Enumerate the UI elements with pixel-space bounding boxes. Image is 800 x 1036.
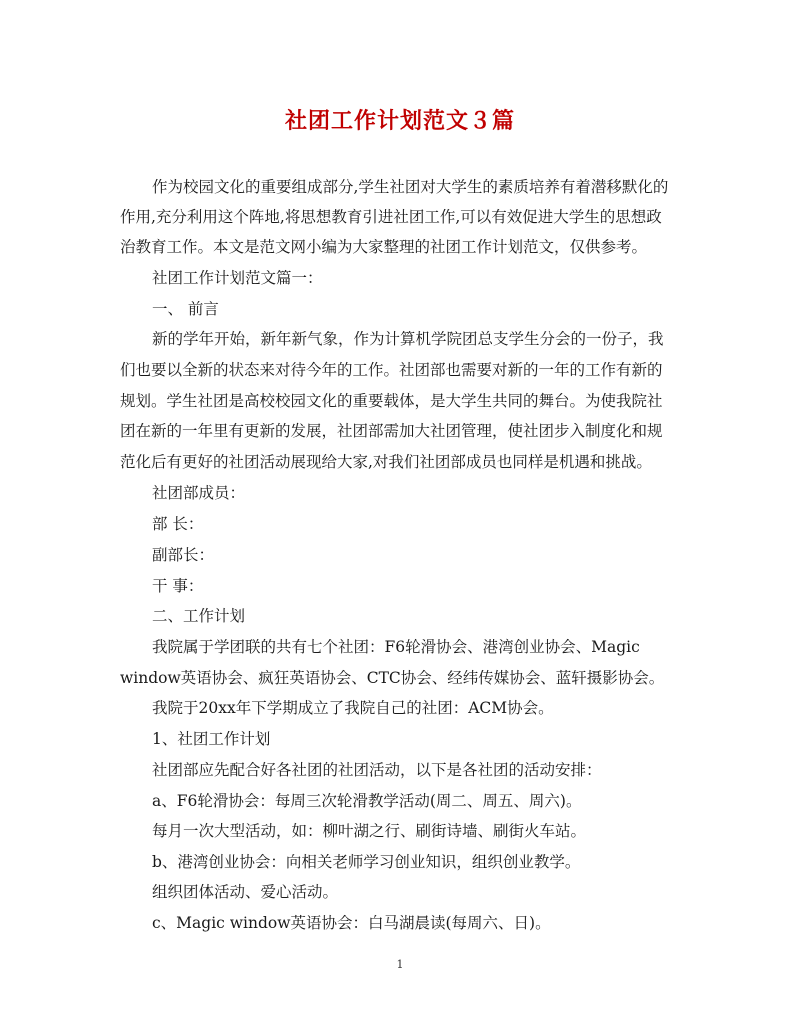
paragraph-line: 作用,充分利用这个阵地,将思想教育引进社团工作,可以有效促进大学生的思想政 [120, 208, 662, 226]
paragraph-line: 们也要以全新的状态来对待今年的工作。社团部也需要对新的一年的工作有新的 [120, 361, 663, 379]
paragraph-line: 作为校园文化的重要组成部分,学生社团对大学生的素质培养有着潜移默化的 [152, 178, 669, 196]
section-heading: 社团工作计划范文篇一： [152, 269, 323, 287]
section-heading: 二、工作计划 [152, 607, 246, 625]
paragraph-line: 治教育工作。本文是范文网小编为大家整理的社团工作计划范文，仅供参考。 [120, 238, 648, 256]
paragraph-line: 新的学年开始，新年新气象，作为计算机学院团总支学生分会的一份子，我 [152, 330, 664, 348]
paragraph-line: b、港湾创业协会：向相关老师学习创业知识，组织创业教学。 [152, 853, 581, 871]
document-title: 社团工作计划范文３篇 [284, 108, 515, 134]
paragraph-line: 我院于20xx年下学期成立了我院自己的社团：ACM协会。 [152, 699, 554, 717]
paragraph-line: 社团部成员： [152, 484, 246, 502]
paragraph-line: a、F6轮滑协会：每周三次轮滑教学活动(周二、周五、周六)。 [152, 792, 582, 810]
paragraph-line: window英语协会、疯狂英语协会、CTC协会、经纬传媒协会、蓝轩摄影协会。 [120, 669, 665, 687]
paragraph-line: 我院属于学团联的共有七个社团：F6轮滑协会、港湾创业协会、Magic [152, 638, 640, 656]
paragraph-line: 组织团体活动、爱心活动。 [152, 883, 339, 901]
paragraph-line: 副部长： [152, 546, 215, 564]
paragraph-line: 团在新的一年里有更新的发展，社团部需加大社团管理，使社团步入制度化和规 [120, 422, 663, 440]
paragraph-line: 部 长： [152, 515, 204, 533]
section-heading: 1、社团工作计划 [152, 730, 271, 748]
paragraph-line: c、Magic window英语协会：白马湖晨读(每周六、日)。 [152, 914, 551, 932]
paragraph-line: 每月一次大型活动，如：柳叶湖之行、刷街诗墙、刷街火车站。 [152, 822, 587, 840]
paragraph-line: 干 事： [152, 577, 204, 595]
page-number: 1 [396, 958, 404, 971]
paragraph-line: 范化后有更好的社团活动展现给大家,对我们社团部成员也同样是机遇和挑战。 [120, 453, 652, 471]
paragraph-line: 规划。学生社团是高校校园文化的重要载体，是大学生共同的舞台。为使我院社 [120, 392, 663, 410]
section-heading: 一、 前言 [152, 300, 219, 318]
paragraph-line: 社团部应先配合好各社团的社团活动，以下是各社团的活动安排： [152, 761, 602, 779]
